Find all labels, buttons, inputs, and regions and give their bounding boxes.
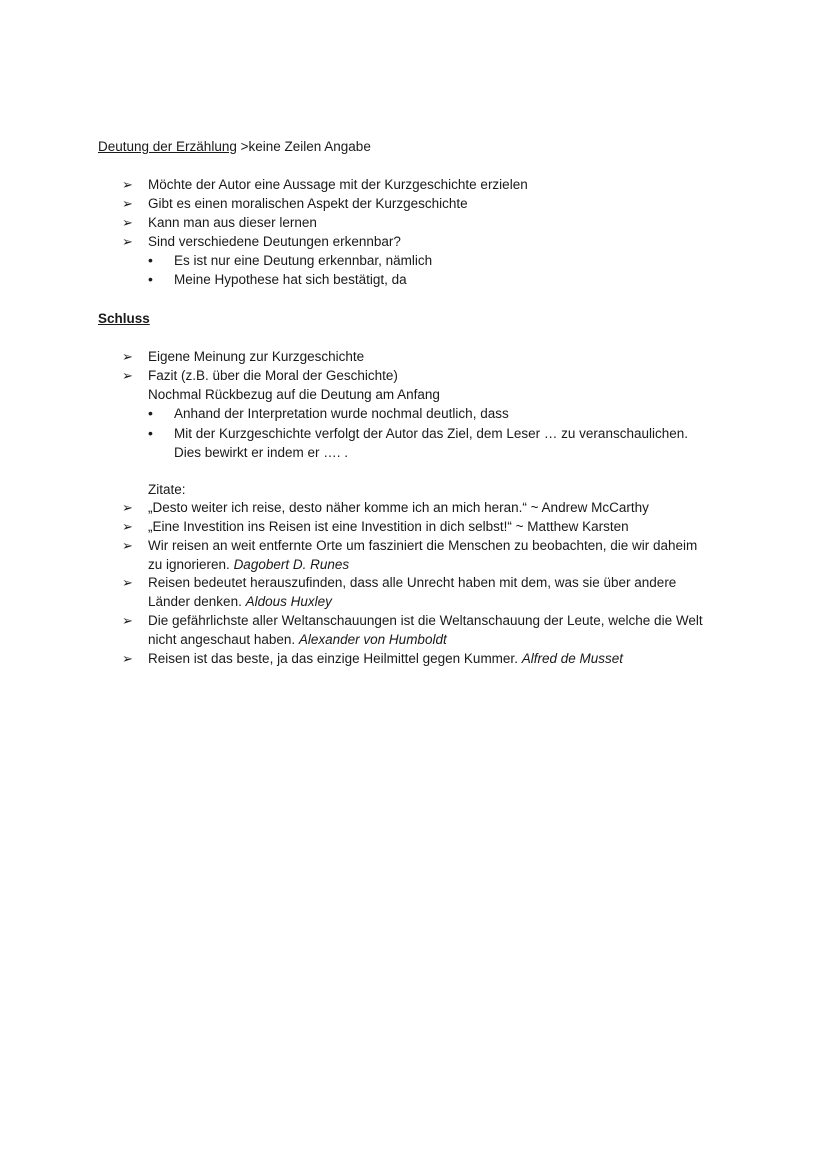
schluss-bullet-2: Fazit (z.B. über die Moral der Geschichte) bbox=[148, 368, 398, 383]
quote-4-text: Länder denken. bbox=[148, 594, 246, 609]
arrow-bullet-icon: ➢ bbox=[122, 519, 133, 534]
dot-bullet-icon: • bbox=[148, 271, 153, 287]
quote-3-text: zu ignorieren. bbox=[148, 557, 234, 572]
arrow-bullet-icon: ➢ bbox=[122, 368, 133, 383]
quote-3-line-2 bbox=[148, 555, 349, 574]
arrow-bullet-icon: ➢ bbox=[122, 538, 133, 553]
schluss-continuation: Nochmal Rückbezug auf die Deutung am Anfang bbox=[148, 387, 440, 402]
arrow-bullet-icon: ➢ bbox=[122, 613, 133, 628]
arrow-bullet-icon: ➢ bbox=[122, 177, 133, 192]
schluss-sub-bullet-1: Anhand der Interpretation wurde nochmal deutlich, dass bbox=[174, 406, 509, 421]
quote-5-author: Alexander von Humboldt bbox=[298, 632, 447, 647]
quote-4-line-2 bbox=[148, 592, 332, 611]
arrow-bullet-icon: ➢ bbox=[122, 349, 133, 364]
quote-5-line-2 bbox=[148, 630, 447, 649]
quote-3-line-1: Wir reisen an weit entfernte Orte um fasziniert die Menschen zu beobachten, die wir daheim bbox=[148, 538, 698, 553]
quote-4-line-1: Reisen bedeutet herauszufinden, dass alle Unrecht haben mit dem, was sie über andere bbox=[148, 575, 677, 590]
arrow-bullet-icon: ➢ bbox=[122, 500, 133, 515]
quote-1: „Desto weiter ich reise, desto näher komme ich an mich heran.“ ~ Andrew McCarthy bbox=[148, 500, 649, 515]
deutung-bullet-3: Kann man aus dieser lernen bbox=[148, 215, 317, 230]
dot-bullet-icon: • bbox=[148, 252, 153, 268]
schluss-sub-continuation: Dies bewirkt er indem er …. . bbox=[174, 445, 349, 460]
quote-2: „Eine Investition ins Reisen ist eine Investition in dich selbst!“ ~ Matthew Karsten bbox=[148, 519, 629, 534]
arrow-bullet-icon: ➢ bbox=[122, 196, 133, 211]
deutung-heading bbox=[98, 137, 371, 156]
quote-6-text: Reisen ist das beste, ja das einzige Heilmittel gegen Kummer. bbox=[148, 651, 522, 666]
schluss-bullet-1: Eigene Meinung zur Kurzgeschichte bbox=[148, 349, 365, 364]
quote-6-author: Alfred de Musset bbox=[521, 651, 623, 666]
quote-5-text: nicht angeschaut haben. bbox=[148, 632, 299, 647]
quote-4-author: Aldous Huxley bbox=[245, 594, 332, 609]
arrow-bullet-icon: ➢ bbox=[122, 234, 133, 249]
deutung-title: Deutung der Erzählung bbox=[98, 139, 237, 154]
schluss-title: Schluss bbox=[98, 311, 150, 326]
quote-6 bbox=[148, 649, 623, 668]
arrow-bullet-icon: ➢ bbox=[122, 575, 133, 590]
quote-3-author: Dagobert D. Runes bbox=[233, 557, 350, 572]
arrow-bullet-icon: ➢ bbox=[122, 651, 133, 666]
deutung-bullet-2: Gibt es einen moralischen Aspekt der Kurzgeschichte bbox=[148, 196, 468, 211]
dot-bullet-icon: • bbox=[148, 405, 153, 421]
deutung-bullet-1: Möchte der Autor eine Aussage mit der Kurzgeschichte erzielen bbox=[148, 177, 528, 192]
quote-5-line-1: Die gefährlichste aller Weltanschauungen ist die Weltanschauung der Leute, welche die Welt bbox=[148, 613, 703, 628]
deutung-sub-bullet-1: Es ist nur eine Deutung erkennbar, nämlich bbox=[174, 253, 433, 268]
deutung-sub-bullet-2: Meine Hypothese hat sich bestätigt, da bbox=[174, 272, 407, 287]
dot-bullet-icon: • bbox=[148, 425, 153, 441]
schluss-heading bbox=[98, 309, 150, 328]
schluss-sub-bullet-2: Mit der Kurzgeschichte verfolgt der Autor das Ziel, dem Leser … zu veranschaulichen. bbox=[174, 426, 688, 441]
deutung-bullet-4: Sind verschiedene Deutungen erkennbar? bbox=[148, 234, 401, 249]
deutung-note: >keine Zeilen Angabe bbox=[236, 139, 371, 154]
zitate-label: Zitate: bbox=[148, 482, 186, 497]
arrow-bullet-icon: ➢ bbox=[122, 215, 133, 230]
